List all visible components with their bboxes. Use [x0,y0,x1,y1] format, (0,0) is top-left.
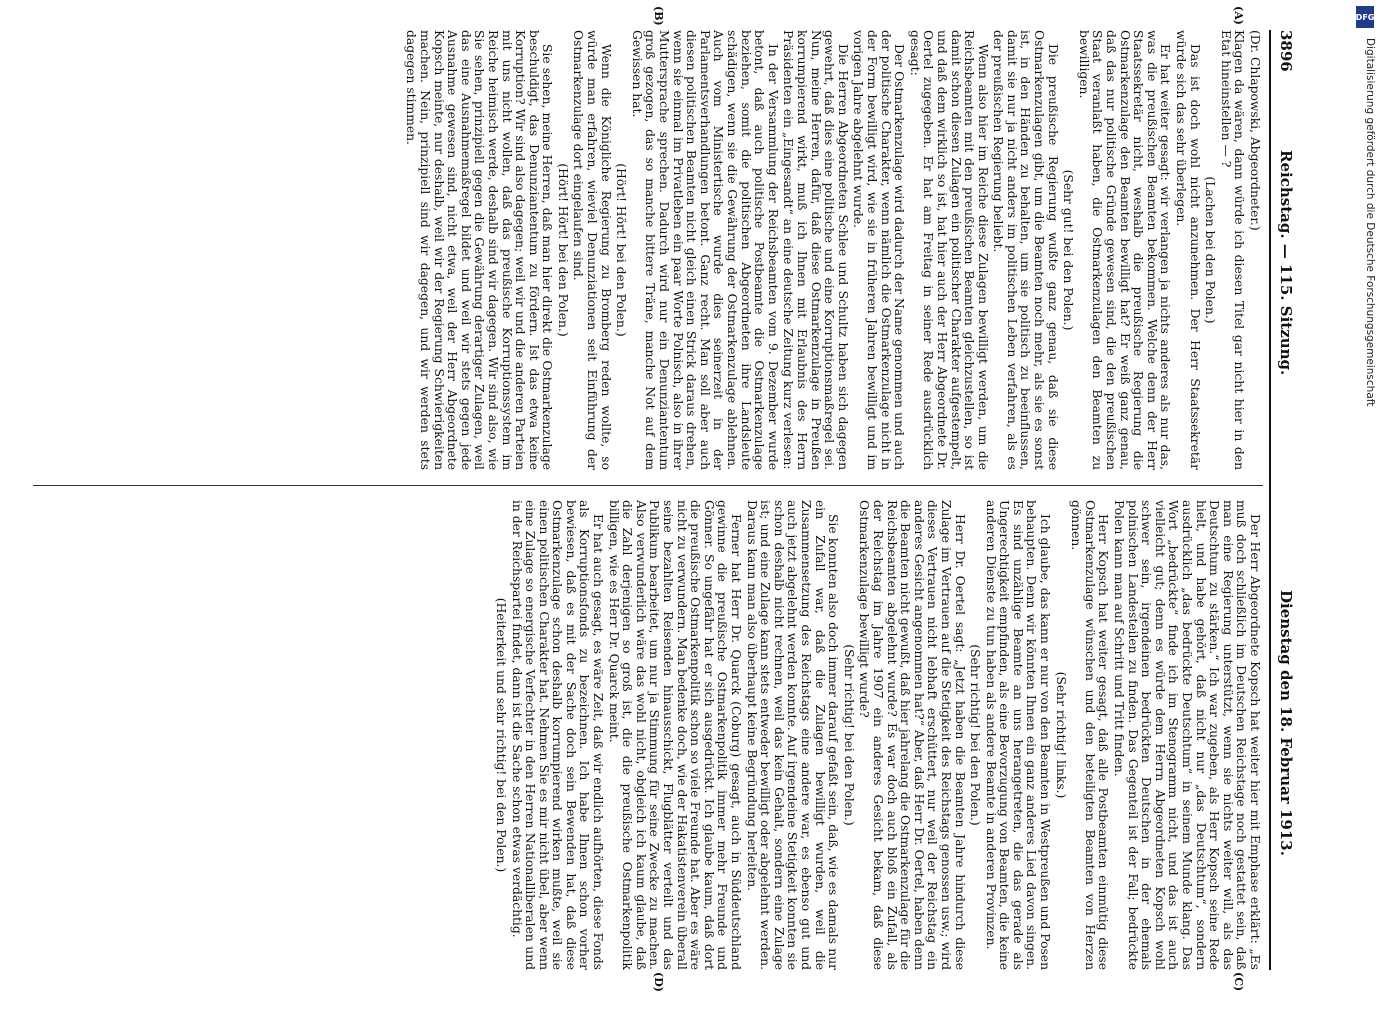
paragraph: Wenn die Königliche Regierung zu Bromberg reden wollte, so würde man erfahren, wieviel Denunziationen seit Einführung der Ostmarkenzulage dort eingelaufen sind. [571,30,613,470]
paragraph: Ich glaube, das kann er nur von den Beamten in Westpreußen und Posen behaupten. Denn wir könnten Ihnen ein ganz anderes Lied davon singen. Es sind unzählige Beamte an uns herangetreten, die das gerade als Ungerechtigkeit empfinden, als eine Bevorzugung von Beamten, die keine anderen Dienste zu tun haben als andere Beamte in anderen Provinzen. [983,500,1053,970]
interjection: (Hört! Hört! bei den Polen.) [614,163,629,337]
column-divider [33,485,1263,486]
paragraph: Der Herr Abgeordnete Kopsch hat weiter hier mit Emphase erklärt: „Es muß doch schließlich im Deutschen Reichstage noch gestattet sein, daß man eine Regierung unterstützt, wenn sie nichts weiter will, als das Deutschtum zu stärken.“ Ich war zugeben, als Herr Kopsch seine Rede hielt, und habe gehört, daß nicht nur „das Deutschtum“, sondern ausdrücklich „das bedrückte Deutschtum“ in seinem Munde klang. Das Wort „bedrückte“ finde ich im Stenogramm nicht, und das ist auch vielleicht gut; denn es würde dem Herrn Abgeordneten Kopsch wohl schwer sein, irgendeinen bedrückten Deutschen in der ehemals polnischen Landesteilen zu finden. Das Gegenteil ist der Fall; bedrückte Polen kann man auf Schritt und Tritt finden. [1112,500,1262,970]
interjection: (Sehr richtig! bei den Polen.) [968,644,983,826]
paragraph: Herr Kopsch hat weiter gesagt, daß alle Postbeamten einmütig diese Ostmarkenzulage wünschen und den beteiligten Beamten von Herzen gönnen. [1069,500,1111,970]
paragraph: Klagen da wären, dann würde ich diesen Titel gar nicht hier in den Etat hineinstellen — ? [1218,30,1247,470]
paragraph: Die preußische Regierung wußte ganz genau, daß sie diese Ostmarkenzulagen gibt, um die Beamten noch mehr, als sie es sonst ist, in den Händen zu behalten, um sie politisch zu beeinflussen, damit sie nur ja nicht anders im politischen Leben verfahren, als es der preußischen Regierung beliebt. [991,30,1060,470]
paragraph: Er hat weiter gesagt: wir verlangen ja nichts anderes als nur das, was die preußischen Beamten bekommen. Welche denn der Herr Staatssekretär nicht, weshalb die preußische Regierung die Ostmarkenzulage den Beamten bewilligt hat? Er weiß ganz genau, daß das nur politische Gründe gewesen sind, die den preußischen Staat veranlaßt haben, die Ostmarkenzulagen den Beamten zu bewilligen. [1076,30,1173,470]
side-notice-text: Digitalisierung gefördert durch die Deutsche Forschungsgemeinschaft [1364,38,1376,407]
margin-marker-b: (B) [652,6,665,26]
rotated-page-content [5,0,1305,1000]
paragraph: In der Versammlung der Reichsbeamten vom 9. Dezember wurde betont, daß auch politische Postbeamte die Ostmarkenzulage beziehen, somit die politischen Abgeordneten ihre Landsleute schädigen, wenn sie die Gewährung der Ostmarkenzulage ablehnen. Auch vom Ministertische wurde dies seinerzeit in der Parlamentsverhandlungen betont. Ganz recht. Man soll aber auch diesen politischen Beamten nicht gleich einen Strick daraus drehen, wenn sie einmal im Privatleben ein paar Worte Polnisch, also in ihrer Muttersprache sprechen. Dadurch wird nur ein Denunziantentum groß gezogen, das so manche bittere Träne, manche Not auf dem Gewissen hat. [629,30,780,470]
interjection: (Hört! Hört! bei den Polen.) [555,163,570,337]
paragraph: Sie sehen, meine Herren, daß man hier direkt die Ostmarkenzulage beschuldigt, das Denunziantentum zu fördern. Ist das etwa keine Korruption? Wir sind also dagegen; weil wir und die anderen Parteien mit uns nicht wollen, daß das preußische Korruptionssystem im Reiche heimisch werde, deshalb sind wir dagegen. Wir sind also, wie Sie sehen, prinzipiell gegen die Gewährung derartiger Zulagen, weil das eine Ausnahmemaßregel bildet und weil wir stets gegen jede Ausnahme gewesen sind, nicht etwa, weil der Herr Abgeordnete Kopsch meinte, nur deshalb, weil wir der Regierung Schwierigkeiten machen. Nein, prinzipiell sind wir dagegen, und wir werden stets dagegen stimmen. [404,30,555,470]
paragraph: Sie konnten also doch immer darauf gefaßt sein, daß, wie es damals nur ein Zufall war, daß die Zulagen bewilligt wurden, weil die Zusammensetzung des Reichstags eine andere war, es ebenso gut und auch jetzt abgelehnt werden konnte. Auf irgendeine Stetigkeit konnten sie schon deshalb nicht rechnen, weil das kein Gehalt, sondern eine Zulage ist; und eine Zulage kann stets entweder bewilligt oder abgelehnt werden. Daraus kann man also überhaupt keine Begründung herleiten. [744,500,841,970]
dfg-logo: DFG [1356,6,1374,28]
paragraph: (Dr. Chlapowski, Abgeordneter.) [1248,30,1262,231]
margin-marker-d: (D) [652,972,665,992]
paragraph: Wenn also hier im Reiche diese Zulagen bewilligt werden, um die Reichsbeamten mit den preußischen Beamten gleichzustellen, so ist damit schon diesen Zulagen ein politischer Charakter aufgestempelt, und daß dem wirklich so ist, hat hier auch der Herr Abgeordnete Dr. Oertel zugegeben. Er hat am Freitag in seiner Rede ausdrücklich gesagt: [907,30,990,470]
interjection: (Heiterkeit und sehr richtig! bei den Polen.) [493,597,508,873]
page-header [1269,30,1297,970]
paragraph: Er hat auch gesagt, es wäre Zeit, daß wir endlich aufhörten, diese Fonds als Korruptionsfonds zu bezeichnen. Ich habe Ihnen schon vorher bewiesen, daß es mit der Sache doch sein Bewenden hat, daß diese Ostmarkenzulage schon deshalb korrumpierend wirken mußte, weil sie einen politischen Charakter hat. Nehmen Sie es mir nicht übel, aber wenn eine Zulage so energische Verfechter in den Herren Nationalliberalen und in der Reichspartei findet, dann ist die Sache schon etwas verdächtig. [509,500,606,970]
interjection: (Sehr gut! bei den Polen.) [1061,169,1076,331]
margin-marker-a: (A) [1232,6,1245,25]
paragraph: Ferner hat Herr Dr. Quarck (Coburg) gesagt, auch in Süddeutschland gewinne die preußische Ostmarkenpolitik immer mehr Freunde und Gönner. So ungefähr hat er sich ausgedrückt. Ich glaube kaum, daß dort die preußische Ostmarkenpolitik schon so viele Freunde hat. Aber es wäre nicht zu verwundern. Man bedenke doch, wie der Hakatistenverein überall seine bezahlten Reisenden hinausschickt, Flugblätter verteilt und das Publikum bearbeitet, um nur ja Stimmung für seine Zwecke zu machen. Also verwunderlich wäre das wohl nicht, obgleich ich kaum glaube, daß die Zahl derjenigen so groß ist, die die preußische Ostmarkenpolitik billigen, wie es Herr Dr. Quarck meint. [606,500,744,970]
interjection: (Sehr richtig! links.) [1053,671,1068,799]
page-number: 3896 [1277,30,1295,72]
margin-marker-c: (C) [1232,972,1245,992]
right-column [491,500,1261,970]
paragraph: Das ist doch wohl nicht anzunehmen. Der Herr Staatssekretär würde sich das sehr überlegen. [1174,30,1202,470]
interjection: (Lachen bei den Polen.) [1203,176,1218,324]
paragraph: Herr Dr. Oertel sagt: „Jetzt haben die Beamten Jahre hindurch diese Zulage im Vertrauen auf die Stetigkeit des Reichstags genossen usw.; wird dieses Vertrauen nicht lebhaft erschüttert, nur weil der Reichstag ein anderes Gesicht angenommen hat?“ Aber, daß Herr Dr. Oertel, haben denn die Beamten nicht gewußt, daß hier jahrelang die Ostmarkenzulage für die Reichsbeamten abgelehnt wurde? Es war doch auch bloß ein Zufall, als der Reichstag im Jahre 1907 ein anderes Gesicht bekam, daß diese Ostmarkenzulage bewilligt wurde? [857,500,967,970]
interjection: (Sehr richtig! bei den Polen.) [841,644,856,826]
paragraph: Der Ostmarkenzulage wird dadurch der Name genommen und auch der politische Charakter, wenn nämlich die Ostmarkenzulage nicht in der Form bewilligt wird, wie sie in früheren Jahren bewilligt und im vorigen Jahre abgelehnt wurde. [851,30,907,470]
session-title: Reichstag. — 115. Sitzung. [1277,150,1295,376]
session-date: Dienstag den 18. Februar 1913. [1277,590,1295,856]
side-notice [1352,8,1378,988]
left-column [402,30,1261,470]
paragraph: Die Herren Abgeordneten Schlee und Schultz haben sich dagegen gewehrt, daß dies eine politische und eine Korruptionsmaßregel sei. Nun, meine Herren, dafür, daß diese Ostmarkenzulage in Preußen korrumpierend wirkt, muß ich Ihnen mit Erlaubnis des Herrn Präsidenten ein „Eingesandt“ an eine deutsche Zeitung kurz verlesen: [781,30,850,470]
